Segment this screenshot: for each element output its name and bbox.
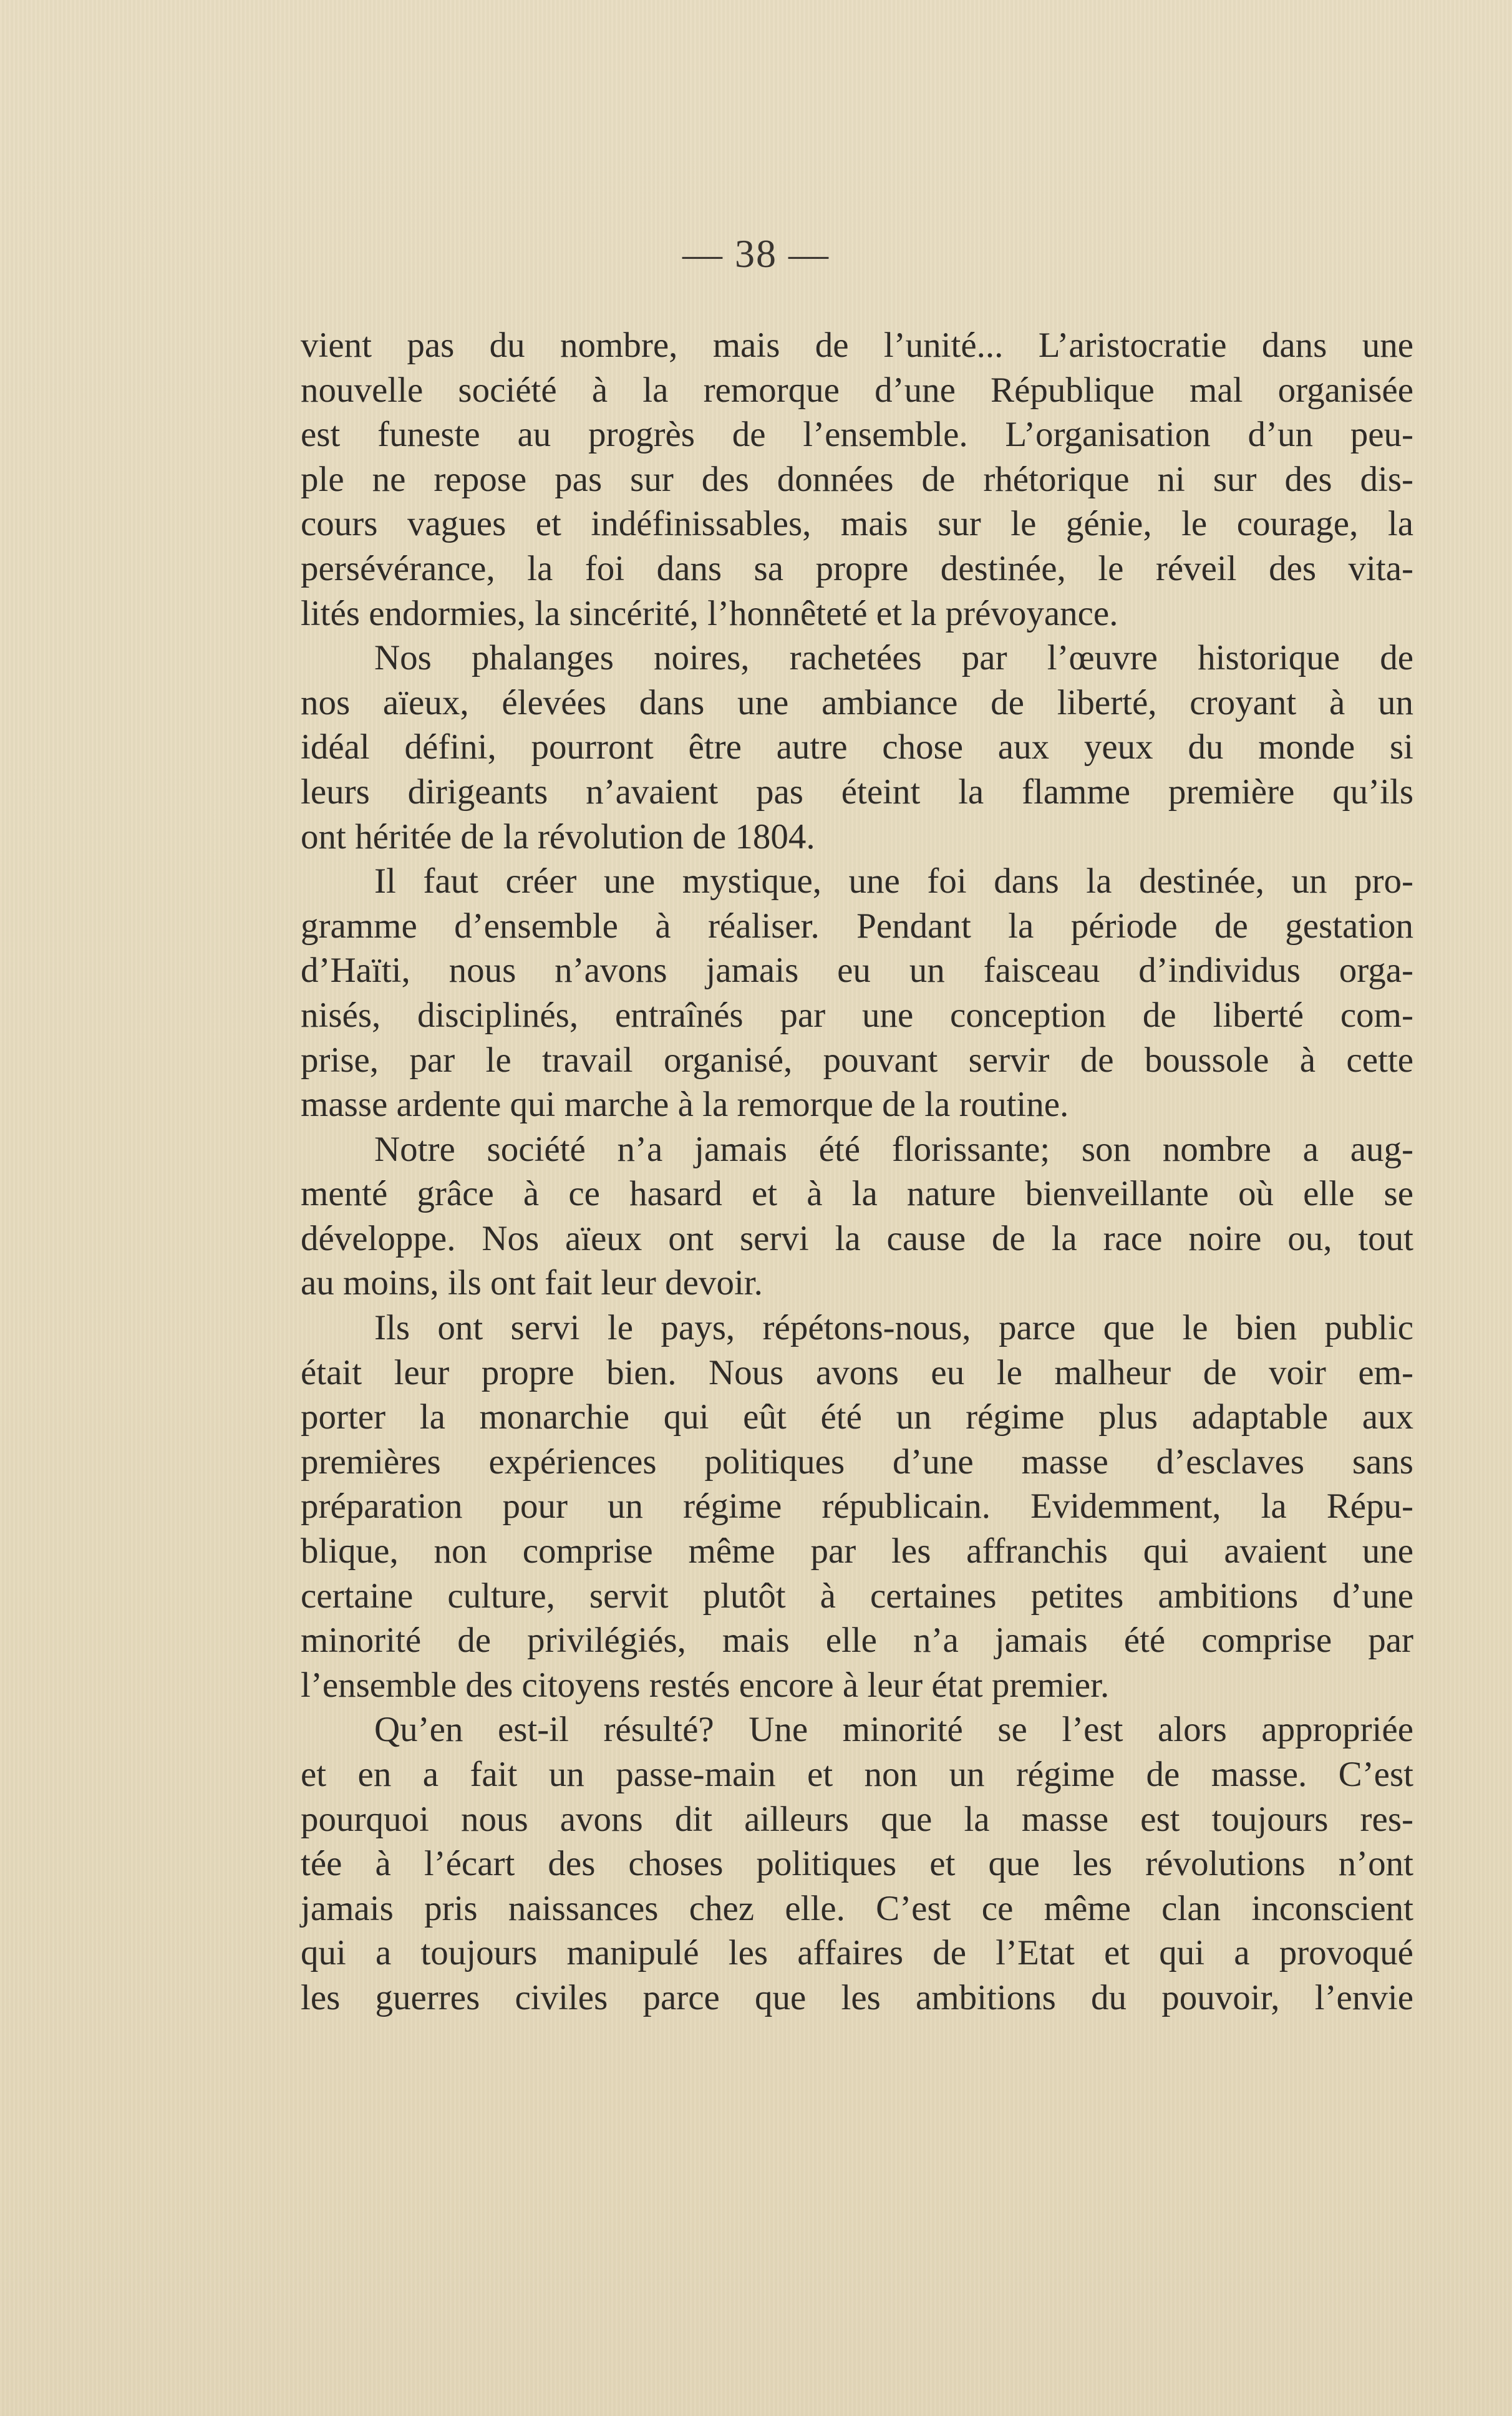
text-line: est funeste au progrès de l’ensemble. L’organisation d’un peu- xyxy=(301,415,1413,455)
text-line: prise, par le travail organisé, pouvant servir de boussole à cette xyxy=(301,1040,1413,1080)
text-line: ont héritée de la révolution de 1804. xyxy=(301,817,815,856)
text-line: ple ne repose pas sur des données de rhétorique ni sur des dis- xyxy=(301,459,1413,499)
text-line: développe. Nos aïeux ont servi la cause de la race noire ou, tout xyxy=(301,1218,1413,1258)
text-line: Ils ont servi le pays, répétons-nous, parce que le bien public xyxy=(374,1308,1413,1348)
text-line: leurs dirigeants n’avaient pas éteint la flamme première qu’ils xyxy=(301,772,1413,812)
text-line: tée à l’écart des choses politiques et que les révolutions n’ont xyxy=(301,1844,1413,1884)
paragraph xyxy=(301,1306,1413,1707)
paragraph xyxy=(301,323,1413,636)
text-line: idéal défini, pourront être autre chose aux yeux du monde si xyxy=(301,727,1413,767)
paragraph xyxy=(301,1127,1413,1306)
text-line: au moins, ils ont fait leur devoir. xyxy=(301,1263,763,1303)
body-text xyxy=(301,323,1413,2021)
text-line: cours vagues et indéfinissables, mais sur le génie, le courage, la xyxy=(301,504,1413,544)
text-line: Il faut créer une mystique, une foi dans la destinée, un pro- xyxy=(374,861,1413,901)
text-line: persévérance, la foi dans sa propre destinée, le réveil des vita- xyxy=(301,548,1413,588)
text-line: était leur propre bien. Nous avons eu le malheur de voir em- xyxy=(301,1352,1413,1392)
text-line: masse ardente qui marche à la remorque de la routine. xyxy=(301,1085,1069,1125)
text-line: pourquoi nous avons dit ailleurs que la masse est toujours res- xyxy=(301,1799,1413,1839)
text-line: les guerres civiles parce que les ambitions du pouvoir, l’envie xyxy=(301,1977,1413,2017)
text-line: menté grâce à ce hasard et à la nature bienveillante où elle se xyxy=(301,1174,1413,1214)
text-line: Notre société n’a jamais été florissante; son nombre a aug- xyxy=(374,1129,1413,1169)
text-line: premières expériences politiques d’une masse d’esclaves sans xyxy=(301,1442,1413,1482)
text-line: l’ensemble des citoyens restés encore à leur état premier. xyxy=(301,1665,1110,1705)
text-line: Nos phalanges noires, rachetées par l’œuvre historique de xyxy=(374,638,1413,678)
paragraph xyxy=(301,1707,1413,2020)
paragraph xyxy=(301,636,1413,859)
text-line: préparation pour un régime républicain. Evidemment, la Répu- xyxy=(301,1487,1413,1526)
text-line: vient pas du nombre, mais de l’unité... L’aristocratie dans une xyxy=(301,326,1413,365)
text-line: nisés, disciplinés, entraînés par une conception de liberté com- xyxy=(301,995,1413,1035)
text-line: blique, non comprise même par les affranchis qui avaient une xyxy=(301,1531,1413,1571)
text-line: et en a fait un passe-main et non un régime de masse. C’est xyxy=(301,1755,1413,1794)
text-line: jamais pris naissances chez elle. C’est ce même clan inconscient xyxy=(301,1888,1413,1928)
text-line: Qu’en est-il résulté? Une minorité se l’est alors appropriée xyxy=(374,1710,1413,1750)
text-line: qui a toujours manipulé les affaires de l’Etat et qui a provoqué xyxy=(301,1933,1413,1973)
text-line: lités endormies, la sincérité, l’honnêteté et la prévoyance. xyxy=(301,593,1118,633)
page-number: — 38 — xyxy=(682,231,830,276)
text-line: gramme d’ensemble à réaliser. Pendant la période de gestation xyxy=(301,906,1413,946)
text-line: minorité de privilégiés, mais elle n’a jamais été comprise par xyxy=(301,1621,1413,1661)
paragraph xyxy=(301,859,1413,1127)
text-line: nos aïeux, élevées dans une ambiance de liberté, croyant à un xyxy=(301,682,1413,722)
text-line: porter la monarchie qui eût été un régime plus adaptable aux xyxy=(301,1397,1413,1437)
text-line: d’Haïti, nous n’avons jamais eu un faisceau d’individus orga- xyxy=(301,951,1413,991)
text-line: nouvelle société à la remorque d’une République mal organisée xyxy=(301,370,1413,410)
text-line: certaine culture, servit plutôt à certaines petites ambitions d’une xyxy=(301,1576,1413,1616)
